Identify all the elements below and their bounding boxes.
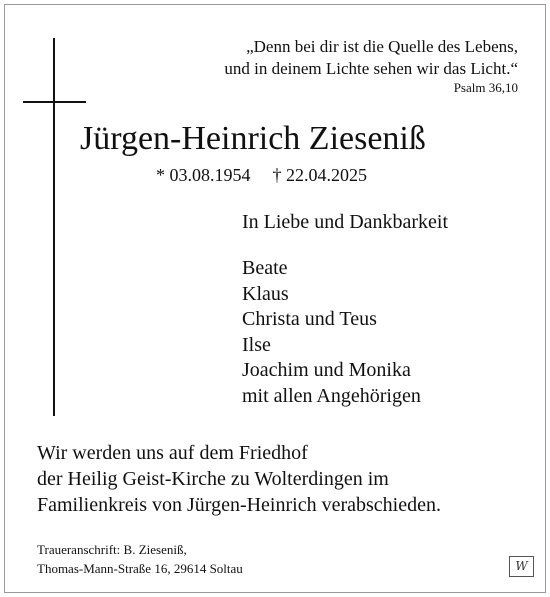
bible-quote — [224, 36, 518, 80]
mourner: Ilse — [242, 333, 271, 356]
publisher-logo-icon: W — [509, 556, 534, 577]
death-date: † 22.04.2025 — [272, 165, 367, 185]
address-line-1: Traueranschrift: B. Ziesenіß, — [37, 542, 187, 557]
life-dates — [156, 164, 367, 186]
address-line-2: Thomas-Mann-Straße 16, 29614 Soltau — [37, 561, 243, 576]
mourner: Klaus — [242, 282, 289, 305]
cross-vertical-bar — [53, 38, 55, 416]
farewell-line: der Heilig Geist-Kirche zu Wolterdingen im — [37, 468, 389, 490]
mourning-address — [37, 540, 243, 578]
deceased-name: Jürgen-Heinrich Ziesenіß — [80, 120, 426, 157]
farewell-line: Wir werden uns auf dem Friedhof — [37, 442, 308, 464]
dedication: In Liebe und Dankbarkeit — [242, 211, 449, 233]
quote-line-1: „Denn bei dir ist die Quelle des Lebens, — [246, 37, 518, 56]
quote-line-2: und in deinem Lichte sehen wir das Licht.“ — [224, 59, 518, 78]
birth-date: * 03.08.1954 — [156, 165, 251, 185]
cross-horizontal-bar — [23, 101, 86, 103]
mourner: Christa und Teus — [242, 308, 377, 330]
mourner: Joachim und Monika — [242, 359, 411, 381]
farewell-line: Familienkreis von Jürgen-Heinrich verabschieden. — [37, 494, 441, 516]
mourner: Beate — [242, 257, 288, 279]
quote-source: Psalm 36,10 — [453, 80, 518, 95]
mourner: mit allen Angehörigen — [242, 384, 421, 407]
mourners-list — [242, 256, 421, 409]
farewell-text — [37, 440, 441, 518]
